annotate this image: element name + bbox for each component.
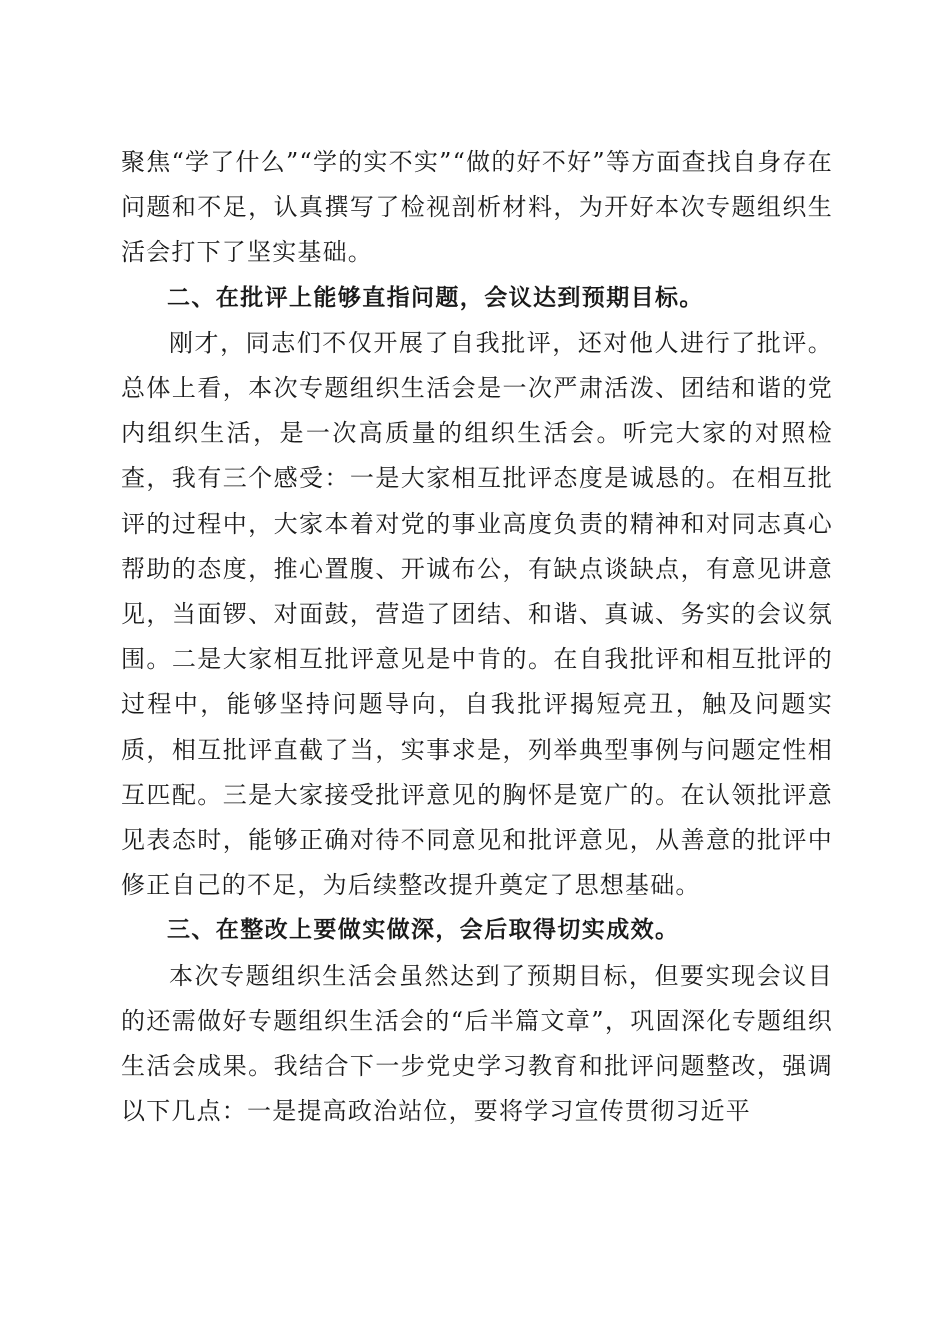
paragraph-criticism: 刚才，同志们不仅开展了自我批评，还对他人进行了批评。总体上看，本次专题组织生活会是一次严肃活泼、团结和谐的党内组织生活，是一次高质量的组织生活会。听完大家的对照检查，我有三个感受：一是大家相互批评态度是诚恳的。在相互批评的过程中，大家本着对党的事业高度负责的精神和对同志真心帮助的态度，推心置腹、开诚布公，有缺点谈缺点，有意见讲意见，当面锣、对面鼓，营造了团结、和谐、真诚、务实的会议氛围。二是大家相互批评意见是中肯的。在自我批评和相互批评的过程中，能够坚持问题导向，自我批评揭短亮丑，触及问题实质，相互批评直截了当，实事求是，列举典型事例与问题定性相互匹配。三是大家接受批评意见的胸怀是宽广的。在认领批评意见表态时，能够正确对待不同意见和批评意见，从善意的批评中修正自己的不足，为后续整改提升奠定了思想基础。: [121, 328, 833, 900]
paragraph-continuation: 聚焦“学了什么”“学的实不实”“做的好不好”等方面查找自身存在问题和不足，认真撰写了检视剖析材料，为开好本次专题组织生活会打下了坚实基础。: [121, 148, 833, 267]
section-heading-3: 三、在整改上要做实做深，会后取得切实成效。: [167, 917, 680, 944]
paragraph-rectification: 本次专题组织生活会虽然达到了预期目标，但要实现会议目的还需做好专题组织生活会的“后半篇文章”，巩固深化专题组织生活会成果。我结合下一步党史学习教育和批评问题整改，强调以下几点：一是提高政治站位，要将学习宣传贯彻习近平: [121, 961, 833, 1126]
document-body: [121, 140, 833, 1134]
section-heading-2: 二、在批评上能够直指问题，会议达到预期目标。: [167, 284, 704, 311]
